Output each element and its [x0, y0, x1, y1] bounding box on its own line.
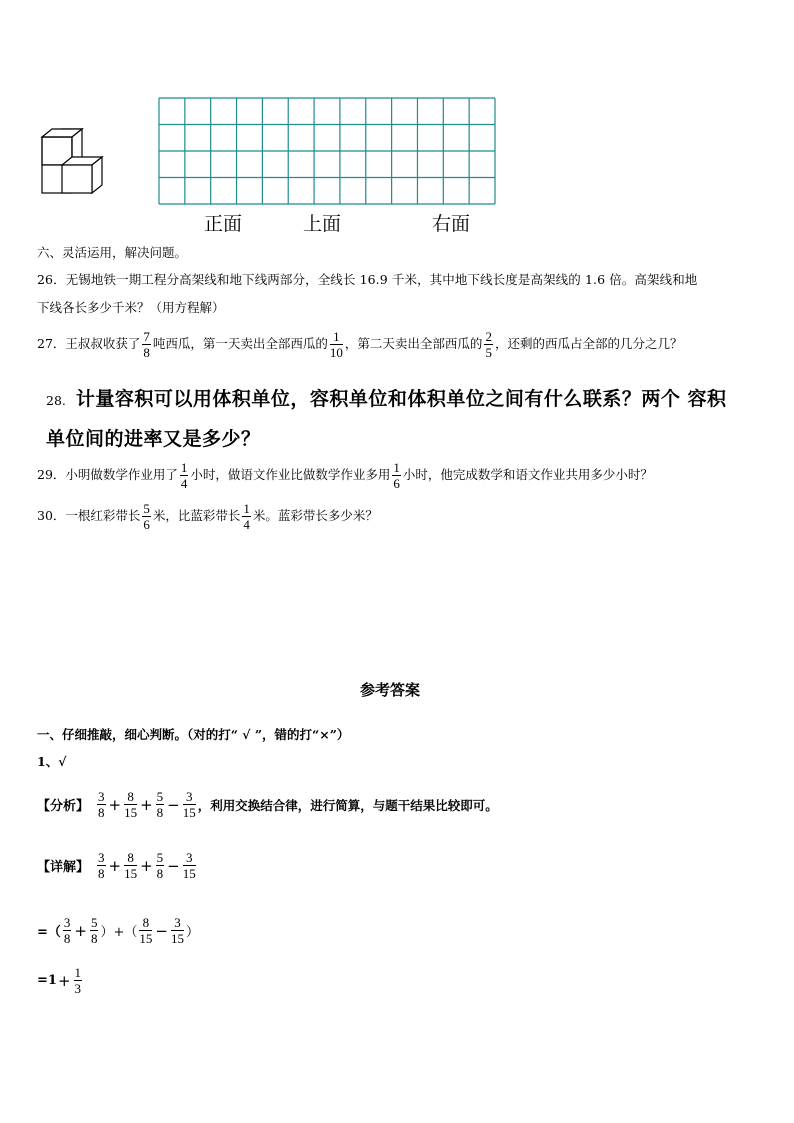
question-29	[37, 461, 653, 490]
expr-frac-d: $\frac{3}{15}$	[182, 789, 196, 820]
q27-text-4: ，还剩的西瓜占全部的几分之几？	[494, 336, 683, 352]
expr-frac-a: $\frac{3}{8}$	[98, 850, 105, 881]
detail-line	[37, 851, 198, 880]
plus-sign: +	[140, 856, 153, 875]
answer-item-1: 1、√	[37, 754, 67, 769]
q26-line2: 下线各长多少千米？（用方程解）	[37, 300, 225, 315]
answers-section-one: 一、仔细推敲，细心判断。（对的打“ √ ”，错的打“×”）	[37, 727, 350, 742]
q30-fraction-2: $\frac{1}{4}$	[243, 501, 250, 532]
q29-text-1: 29．小明做数学作业用了	[37, 467, 178, 483]
expr-frac-c: $\frac{5}{8}$	[156, 850, 164, 881]
q27-fraction-3: $\frac{2}{5}$	[485, 329, 492, 360]
plus-sign: +	[57, 971, 71, 990]
q30-text-2: 米，比蓝彩带长	[152, 508, 241, 524]
step2-value: =1	[37, 973, 57, 988]
expr-frac-d: $\frac{3}{15}$	[182, 850, 196, 881]
expr-frac-d: $\frac{3}{15}$	[170, 915, 184, 946]
minus-sign: −	[167, 795, 180, 814]
detail-label: 【详解】	[37, 860, 90, 875]
minus-sign: −	[155, 921, 168, 940]
plus-sign: +	[74, 921, 87, 940]
question-30	[37, 502, 378, 531]
expr-frac-c: $\frac{5}{8}$	[90, 915, 98, 946]
q30-text-3: 米。蓝彩带长多少米？	[252, 508, 378, 524]
q26-line1: 26．无锡地铁一期工程分高架线和地下线两部分，全线长 16.9 千米，其中地下线长度是高架线的 1.6 倍。高架线和地	[37, 272, 698, 287]
minus-sign: −	[167, 856, 180, 875]
expr-frac-a: $\frac{3}{8}$	[63, 915, 71, 946]
expr-frac-c: $\frac{5}{8}$	[156, 789, 164, 820]
view-label-top: 上面	[303, 213, 342, 235]
analysis-text: ，利用交换结合律，进行简算，与题干结果比较即可。	[197, 797, 498, 813]
answers-title: 参考答案	[360, 681, 421, 699]
plus-sign: +	[140, 795, 153, 814]
q30-fraction-1: $\frac{5}{6}$	[143, 501, 150, 532]
q29-fraction-1: $\frac{1}{4}$	[180, 460, 188, 491]
view-label-right: 右面	[432, 213, 471, 235]
question-27	[37, 330, 682, 359]
expr-frac-b: $\frac{8}{15}$	[124, 850, 138, 881]
cube-stack-figure	[40, 125, 112, 205]
step-one-line	[37, 916, 199, 945]
q29-text-2: 小时，做语文作业比做数学作业多用	[190, 467, 391, 483]
q29-text-3: 小时，他完成数学和语文作业共用多少小时？	[402, 467, 653, 483]
q28-line1: 计量容积可以用体积单位，容积单位和体积单位之间有什么联系？两个 容积	[75, 388, 727, 410]
analysis-label: 【分析】	[37, 799, 90, 814]
analysis-line	[37, 790, 498, 819]
q30-text-1: 30．一根红彩带长	[37, 508, 141, 524]
q29-fraction-2: $\frac{1}{6}$	[393, 460, 400, 491]
q28-number: 28.	[46, 393, 66, 408]
q27-text-2: 吨西瓜，第一天卖出全部西瓜的	[152, 336, 328, 352]
step1-close: ）	[185, 925, 199, 940]
q27-fraction-2: $\frac{1}{10}$	[329, 329, 343, 360]
q28-line2: 单位间的进率又是多少？	[46, 428, 261, 450]
step1-open: =（	[37, 925, 61, 940]
q27-text-1: 27．王叔叔收获了	[37, 336, 141, 352]
plus-sign: +	[108, 795, 122, 814]
step2-fraction: $\frac{1}{3}$	[74, 965, 82, 996]
q27-fraction-1: $\frac{7}{8}$	[143, 329, 150, 360]
step1-mid: ）+（	[100, 925, 138, 940]
expr-frac-b: $\frac{8}{15}$	[139, 915, 153, 946]
plus-sign: +	[108, 856, 122, 875]
expr-frac-a: $\frac{3}{8}$	[98, 789, 105, 820]
question-28	[46, 384, 727, 411]
expr-frac-b: $\frac{8}{15}$	[124, 789, 138, 820]
step-two-line	[37, 966, 84, 995]
view-label-front: 正面	[204, 213, 243, 235]
q27-text-3: ，第二天卖出全部西瓜的	[344, 336, 483, 352]
drawing-grid	[158, 97, 496, 205]
section-six-title: 六、灵活运用，解决问题。	[37, 245, 188, 260]
